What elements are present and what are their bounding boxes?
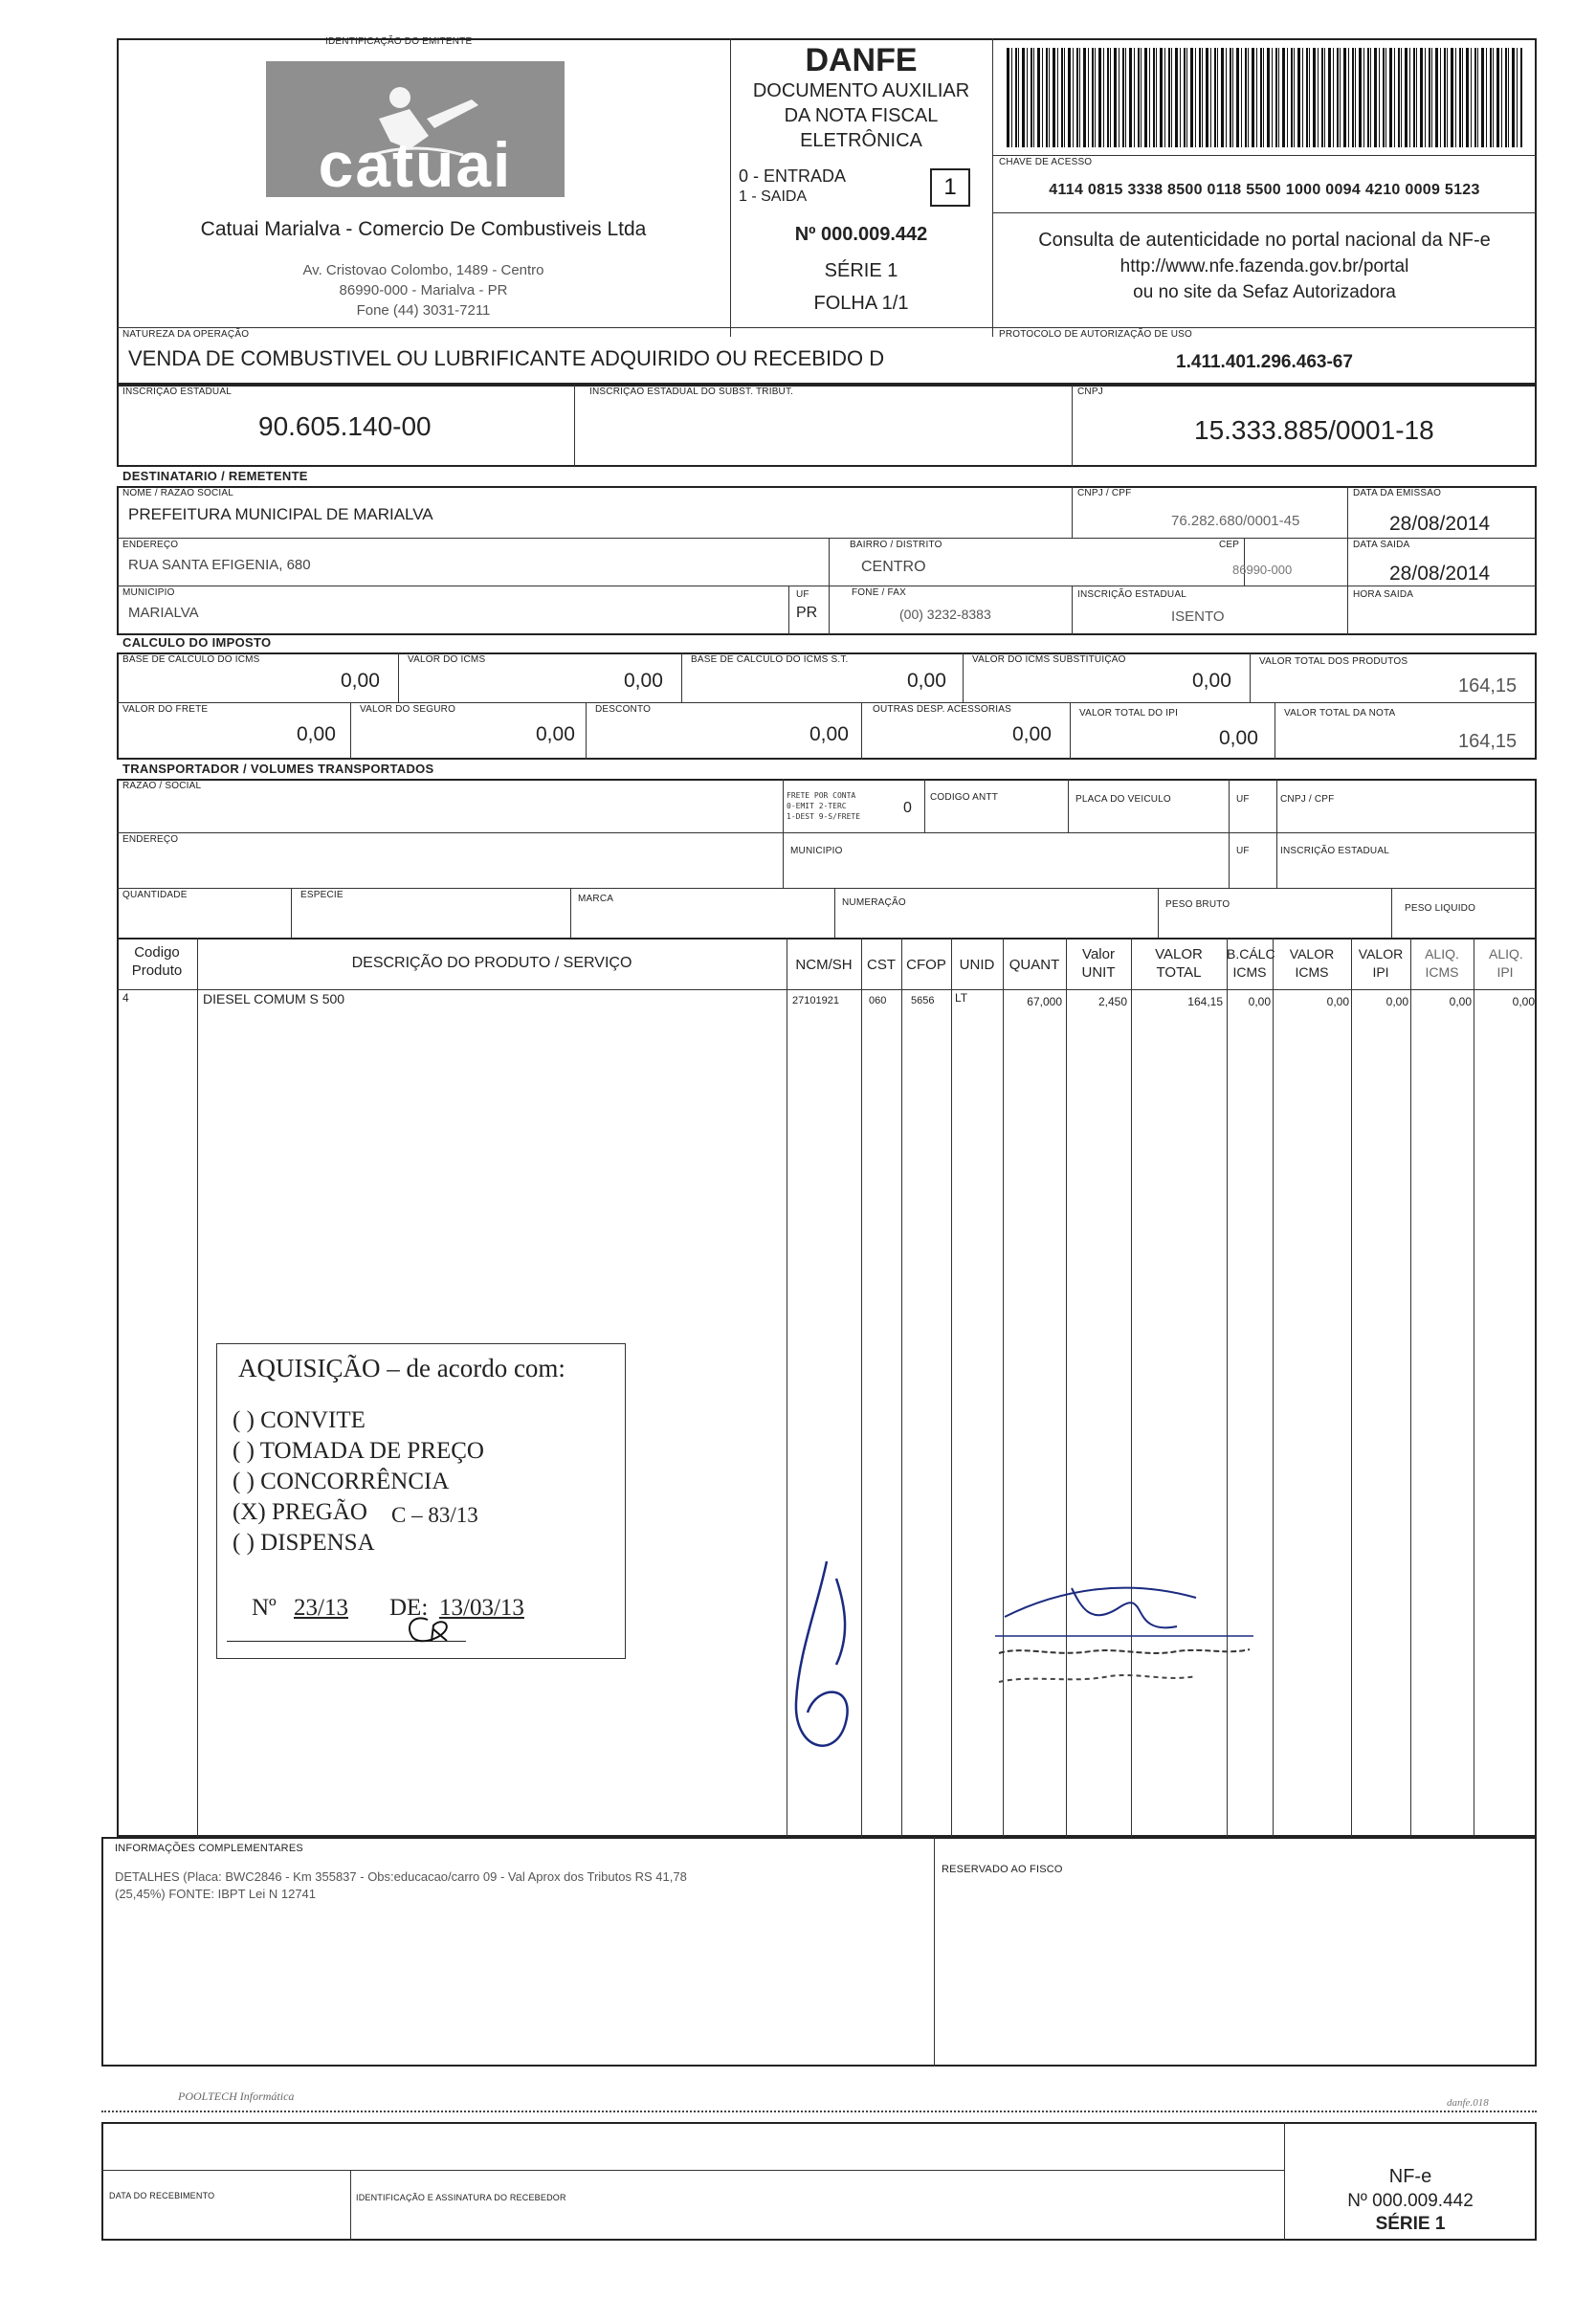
valor-st: 0,00 bbox=[1192, 670, 1231, 692]
cell-ncm: 27101921 bbox=[792, 995, 839, 1006]
th-quant: QUANT bbox=[1009, 957, 1060, 973]
total-nota-label: VALOR TOTAL DA NOTA bbox=[1284, 708, 1396, 718]
ie-value: 90.605.140-00 bbox=[258, 411, 432, 441]
th-unid: UNID bbox=[959, 957, 995, 973]
transp-uf-label: UF bbox=[1236, 794, 1250, 805]
danfe-entrada: 0 - ENTRADA bbox=[739, 166, 847, 186]
chave-value: 4114 0815 3338 8500 0118 5500 1000 0094 4210 0009 5123 bbox=[1049, 182, 1480, 198]
ie-st-label: INSCRIÇÃO ESTADUAL DO SUBST. TRIBUT. bbox=[589, 387, 794, 397]
th-codigo: Codigo Produto bbox=[131, 944, 183, 979]
imposto-section-title: CALCULO DO IMPOSTO bbox=[122, 635, 272, 650]
danfe-subtitle-3: ELETRÔNICA bbox=[800, 130, 922, 151]
transp-municipio-label: MUNICIPIO bbox=[790, 846, 843, 856]
assinatura-recebedor-label: IDENTIFICAÇÃO E ASSINATURA DO RECEBEDOR bbox=[356, 2193, 566, 2202]
base-icms-label: BASE DE CALCULO DO ICMS bbox=[122, 654, 260, 665]
frete-line-1: FRETE POR CONTA bbox=[787, 791, 856, 800]
cell-valor-total: 164,15 bbox=[1187, 995, 1223, 1008]
data-recebimento-label: DATA DO RECEBIMENTO bbox=[109, 2191, 215, 2200]
cell-cst: 060 bbox=[869, 995, 887, 1006]
cell-codigo: 4 bbox=[122, 991, 129, 1005]
info-comp-line-1: DETALHES (Placa: BWC2846 - Km 355837 - Obs:educacao/carro 09 - Val Aprox dos Tributos RS 41,78 bbox=[115, 1869, 687, 1884]
total-nota: 164,15 bbox=[1458, 731, 1518, 752]
barcode bbox=[1007, 48, 1523, 147]
cell-aliq-icms: 0,00 bbox=[1449, 995, 1472, 1008]
stamp-opt-convite: ( ) CONVITE bbox=[233, 1407, 366, 1433]
transp-razao-label: RAZAO / SOCIAL bbox=[122, 781, 202, 791]
info-comp-label: INFORMAÇÕES COMPLEMENTARES bbox=[115, 1843, 303, 1854]
outras: 0,00 bbox=[1012, 723, 1052, 745]
dest-saida-label: DATA SAIDA bbox=[1353, 540, 1410, 550]
dest-fone: (00) 3232-8383 bbox=[899, 607, 991, 622]
th-valor-icms: VALOR ICMS bbox=[1289, 946, 1335, 980]
seguro: 0,00 bbox=[536, 723, 575, 745]
danfe-serie: SÉRIE 1 bbox=[824, 260, 898, 281]
stamp-num-prefix: Nº bbox=[252, 1595, 277, 1621]
emitente-address: Av. Cristovao Colombo, 1489 - Centro bbox=[302, 262, 544, 278]
chave-consulta-3: ou no site da Sefaz Autorizadora bbox=[1133, 282, 1396, 302]
handwritten-signature-icon bbox=[779, 1550, 875, 1780]
dest-uf-label: UF bbox=[796, 589, 809, 600]
danfe-tipo-box: 1 bbox=[930, 168, 970, 207]
th-valor-ipi: VALOR IPI bbox=[1358, 946, 1404, 980]
transp-endereco-label: ENDEREÇO bbox=[122, 834, 179, 845]
stamp-opt-pregao: (X) PREGÃO bbox=[233, 1499, 367, 1525]
ipi: 0,00 bbox=[1219, 727, 1258, 749]
stamp-title: AQUISIÇÃO – de acordo com: bbox=[238, 1354, 565, 1382]
outras-label: OUTRAS DESP. ACESSORIAS bbox=[873, 704, 1012, 715]
dest-nome: PREFEITURA MUNICIPAL DE MARIALVA bbox=[128, 505, 433, 523]
base-st: 0,00 bbox=[907, 670, 946, 692]
dest-uf: PR bbox=[796, 605, 818, 621]
aquisicao-stamp bbox=[216, 1343, 626, 1659]
danfe-numero: Nº 000.009.442 bbox=[794, 224, 928, 245]
dest-endereco-label: ENDEREÇO bbox=[122, 540, 179, 550]
frete: 0,00 bbox=[297, 723, 336, 745]
emitente-phone: Fone (44) 3031-7211 bbox=[356, 302, 491, 319]
emitente-cep-city: 86990-000 - Marialva - PR bbox=[339, 282, 508, 298]
cell-quant: 67,000 bbox=[1027, 995, 1062, 1008]
dest-nome-label: NOME / RAZÃO SOCIAL bbox=[122, 488, 234, 498]
dest-cnpj: 76.282.680/0001-45 bbox=[1171, 513, 1300, 529]
peso-bruto-label: PESO BRUTO bbox=[1165, 899, 1230, 910]
chave-label: CHAVE DE ACESSO bbox=[999, 157, 1093, 167]
software-credit: POOLTECH Informática bbox=[178, 2089, 295, 2103]
stamp-de: 13/03/13 bbox=[439, 1595, 524, 1621]
th-cst: CST bbox=[867, 957, 896, 973]
dest-emissao-label: DATA DA EMISSÃO bbox=[1353, 488, 1442, 498]
cell-bcalc-icms: 0,00 bbox=[1248, 995, 1271, 1008]
dest-bairro: CENTRO bbox=[861, 559, 926, 575]
placa-label: PLACA DO VEICULO bbox=[1075, 794, 1171, 805]
cell-unid: LT bbox=[955, 991, 968, 1005]
stamp-opt-tomada: ( ) TOMADA DE PREÇO bbox=[233, 1438, 484, 1464]
stamp-de-prefix: DE: bbox=[389, 1595, 429, 1621]
desconto: 0,00 bbox=[809, 723, 849, 745]
cell-aliq-ipi: 0,00 bbox=[1512, 995, 1535, 1008]
protocolo-label: PROTOCOLO DE AUTORIZAÇÃO DE USO bbox=[999, 329, 1192, 340]
cnpj-label: CNPJ bbox=[1077, 387, 1103, 397]
dest-municipio-label: MUNICIPIO bbox=[122, 587, 175, 598]
dest-hora-label: HORA SAIDA bbox=[1353, 589, 1414, 600]
cell-valor-unit: 2,450 bbox=[1097, 995, 1127, 1008]
stamp-opt-dispensa: ( ) DISPENSA bbox=[233, 1530, 375, 1556]
danfe-title: DANFE bbox=[805, 42, 918, 78]
transp-uf2-label: UF bbox=[1236, 846, 1250, 856]
destinatario-section-title: DESTINATARIO / REMETENTE bbox=[122, 469, 308, 483]
transp-cnpj-label: CNPJ / CPF bbox=[1280, 794, 1335, 805]
dest-cnpj-label: CNPJ / CPF bbox=[1077, 488, 1132, 498]
cut-line bbox=[101, 2111, 1537, 2112]
receipt-numero: Nº 000.009.442 bbox=[1347, 2191, 1474, 2211]
initials-signature-icon bbox=[399, 1612, 456, 1650]
natureza-value: VENDA DE COMBUSTIVEL OU LUBRIFICANTE ADQUIRIDO OU RECEBIDO D bbox=[128, 346, 885, 370]
frete-line-2: 0-EMIT 2-TERC bbox=[787, 802, 847, 810]
th-bcalc-icms: B.CÁLC ICMS bbox=[1227, 946, 1275, 980]
numeracao-label: NUMERAÇÃO bbox=[842, 897, 906, 908]
valor-icms-label: VALOR DO ICMS bbox=[408, 654, 486, 665]
especie-label: ESPECIE bbox=[300, 890, 344, 900]
receipt-serie: SÉRIE 1 bbox=[1375, 2214, 1446, 2234]
company-logo bbox=[266, 61, 565, 200]
dest-saida: 28/08/2014 bbox=[1389, 563, 1491, 585]
th-valor-total: VALOR TOTAL bbox=[1155, 946, 1203, 981]
dest-municipio: MARIALVA bbox=[128, 605, 199, 621]
base-icms: 0,00 bbox=[341, 670, 380, 692]
dest-cep-label: CEP bbox=[1219, 540, 1240, 550]
emitente-name: Catuai Marialva - Comercio De Combustiveis Ltda bbox=[200, 218, 647, 240]
ipi-label: VALOR TOTAL DO IPI bbox=[1079, 708, 1179, 718]
th-aliq-ipi: ALIQ. IPI bbox=[1489, 946, 1523, 980]
th-ncm: NCM/SH bbox=[795, 957, 853, 973]
valor-st-label: VALOR DO ICMS SUBSTITUIÇÃO bbox=[972, 654, 1126, 665]
dest-endereco: RUA SANTA EFIGENIA, 680 bbox=[128, 557, 311, 573]
cell-valor-icms: 0,00 bbox=[1326, 995, 1349, 1008]
transp-ie-label: INSCRIÇÃO ESTADUAL bbox=[1280, 846, 1389, 856]
seguro-label: VALOR DO SEGURO bbox=[360, 704, 456, 715]
fisco-label: RESERVADO AO FISCO bbox=[942, 1864, 1063, 1875]
frete-value: 0 bbox=[903, 800, 912, 816]
dest-bairro-label: BAIRRO / DISTRITO bbox=[850, 540, 942, 550]
marca-label: MARCA bbox=[578, 894, 614, 904]
stamp-opt-concorrencia: ( ) CONCORRÊNCIA bbox=[233, 1469, 450, 1494]
th-aliq-icms: ALIQ. ICMS bbox=[1425, 946, 1459, 980]
info-comp-line-2: (25,45%) FONTE: IBPT Lei N 12741 bbox=[115, 1887, 317, 1901]
desconto-label: DESCONTO bbox=[595, 704, 652, 715]
table-row bbox=[117, 991, 1537, 1010]
danfe-subtitle-2: DA NOTA FISCAL bbox=[784, 105, 939, 126]
chave-consulta-2: http://www.nfe.fazenda.gov.br/portal bbox=[1119, 256, 1409, 276]
base-st-label: BASE DE CALCULO DO ICMS S.T. bbox=[691, 654, 849, 665]
chave-consulta-1: Consulta de autenticidade no portal nacional da NF-e bbox=[1038, 230, 1491, 251]
protocolo-value: 1.411.401.296.463-67 bbox=[1176, 352, 1353, 372]
natureza-label: NATUREZA DA OPERAÇÃO bbox=[122, 329, 250, 340]
danfe-saida: 1 - SAIDA bbox=[739, 188, 808, 205]
frete-line-3: 1-DEST 9-S/FRETE bbox=[787, 812, 861, 821]
total-prod-label: VALOR TOTAL DOS PRODUTOS bbox=[1259, 656, 1408, 667]
ie-label: INSCRIÇÃO ESTADUAL bbox=[122, 387, 232, 397]
official-signature-stamp-icon bbox=[986, 1569, 1273, 1713]
valor-icms: 0,00 bbox=[624, 670, 663, 692]
transportador-section-title: TRANSPORTADOR / VOLUMES TRANSPORTADOS bbox=[122, 762, 434, 776]
cell-cfop: 5656 bbox=[911, 995, 935, 1006]
th-descricao: DESCRIÇÃO DO PRODUTO / SERVIÇO bbox=[351, 955, 632, 971]
emitente-header-label: IDENTIFICAÇÃO DO EMITENTE bbox=[325, 36, 473, 47]
cnpj-value: 15.333.885/0001-18 bbox=[1194, 415, 1434, 445]
dest-fone-label: FONE / FAX bbox=[852, 587, 907, 598]
dest-ie: ISENTO bbox=[1171, 608, 1225, 625]
th-cfop: CFOP bbox=[906, 957, 946, 973]
total-prod: 164,15 bbox=[1458, 675, 1518, 696]
th-valor-unit: Valor UNIT bbox=[1081, 946, 1116, 981]
cell-valor-ipi: 0,00 bbox=[1385, 995, 1408, 1008]
peso-liquido-label: PESO LIQUIDO bbox=[1405, 903, 1476, 914]
dest-emissao: 28/08/2014 bbox=[1389, 513, 1491, 535]
danfe-folha: FOLHA 1/1 bbox=[813, 293, 909, 314]
cell-descricao: DIESEL COMUM S 500 bbox=[203, 991, 345, 1006]
dest-ie-label: INSCRIÇÃO ESTADUAL bbox=[1077, 589, 1186, 600]
danfe-subtitle-1: DOCUMENTO AUXILIAR bbox=[752, 80, 970, 101]
frete-label: VALOR DO FRETE bbox=[122, 704, 209, 715]
stamp-opt-pregao-num: C – 83/13 bbox=[391, 1503, 478, 1527]
receipt-nfe: NF-e bbox=[1388, 2166, 1432, 2187]
antt-label: CODIGO ANTT bbox=[930, 792, 999, 803]
dest-cep: 86990-000 bbox=[1232, 563, 1293, 577]
logo-text: catuai bbox=[318, 129, 513, 200]
stamp-num: 23/13 bbox=[294, 1595, 348, 1621]
quantidade-label: QUANTIDADE bbox=[122, 890, 188, 900]
form-code: danfe.018 bbox=[1447, 2097, 1489, 2109]
transp-frete-box bbox=[787, 790, 860, 822]
